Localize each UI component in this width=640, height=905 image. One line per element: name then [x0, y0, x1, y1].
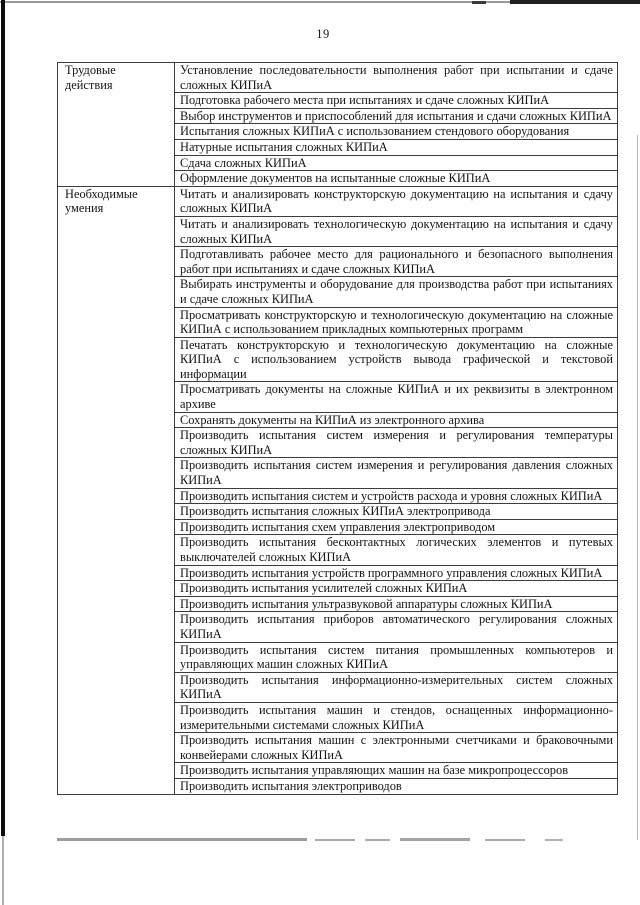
labor-action-item: Подготовка рабочего места при испытаниях и сдаче сложных КИПиА — [175, 93, 618, 109]
required-skill-item: Производить испытания систем измерения и регулирования температуры сложных КИПиА — [175, 428, 618, 458]
labor-action-item: Сдача сложных КИПиА — [175, 155, 618, 171]
table-row — [58, 63, 618, 93]
scan-artifact-bottom-dash — [545, 839, 563, 841]
labor-action-item: Испытания сложных КИПиА с использованием стендового оборудования — [175, 124, 618, 140]
required-skill-item: Выбирать инструменты и оборудование для производства работ при испытаниях и сдаче сложных КИПиА — [175, 277, 618, 307]
required-skill-item: Производить испытания информационно-измерительных систем сложных КИПиА — [175, 672, 618, 702]
labor-action-item: Установление последовательности выполнения работ при испытании и сдаче сложных КИПиА — [175, 63, 618, 93]
required-skill-item: Производить испытания бесконтактных логических элементов и путевых выключателей сложных КИПиА — [175, 535, 618, 565]
required-skill-item: Производить испытания систем питания промышленных компьютеров и управляющих машин сложных КИПиА — [175, 642, 618, 672]
scan-artifact-left-tail — [2, 836, 4, 905]
required-skill-item: Производить испытания управляющих машин на базе микропроцессоров — [175, 763, 618, 779]
required-skill-item: Производить испытания машин с электронными счетчиками и браковочными конвейерами сложных КИПиА — [175, 733, 618, 763]
required-skill-item: Сохранять документы на КИПиА из электронного архива — [175, 412, 618, 428]
scan-artifact-bottom-dash — [400, 838, 470, 841]
scan-artifact-bottom-dash — [315, 839, 355, 841]
section-header-required-skills: Необходимые умения — [58, 186, 175, 794]
required-skill-item: Производить испытания ультразвуковой аппаратуры сложных КИПиА — [175, 596, 618, 612]
required-skill-item: Просматривать документы на сложные КИПиА и их реквизиты в электронном архиве — [175, 382, 618, 412]
required-skill-item: Производить испытания машин и стендов, оснащенных информационно-измерительными системами сложных КИПиА — [175, 702, 618, 732]
labor-action-item: Выбор инструментов и приспособлений для испытания и сдачи сложных КИПиА — [175, 108, 618, 124]
scan-artifact-bottom-dash — [485, 839, 525, 841]
scan-artifact-left-bar — [1, 0, 5, 836]
scan-artifact-top-dash — [472, 1, 486, 4]
required-skill-item: Читать и анализировать технологическую документацию на испытания и сдачу сложных КИПиА — [175, 216, 618, 246]
required-skill-item: Производить испытания сложных КИПиА электропривода — [175, 504, 618, 520]
required-skill-item: Печатать конструкторскую и технологическую документацию на сложные КИПиА с использованием устройств вывода графической и текстовой информации — [175, 337, 618, 382]
scan-artifact-top-dark — [510, 0, 640, 4]
required-skill-item: Производить испытания систем измерения и регулирования давления сложных КИПиА — [175, 458, 618, 488]
page-number: 19 — [316, 27, 330, 41]
labor-action-item: Оформление документов на испытанные сложные КИПиА — [175, 171, 618, 187]
required-skill-item: Производить испытания схем управления электроприводом — [175, 519, 618, 535]
required-skill-item: Просматривать конструкторскую и технологическую документацию на сложные КИПиА с использованием прикладных компьютерных программ — [175, 307, 618, 337]
table-row — [58, 186, 618, 216]
required-skill-item: Читать и анализировать конструкторскую документацию на испытания и сдачу сложных КИПиА — [175, 186, 618, 216]
scan-artifact-bottom-dash — [365, 839, 390, 841]
required-skill-item: Производить испытания устройств программного управления сложных КИПиА — [175, 565, 618, 581]
scan-artifact-bottom-smudge — [57, 838, 307, 841]
required-skill-item: Производить испытания приборов автоматического регулирования сложных КИПиА — [175, 612, 618, 642]
requirements-table — [57, 62, 618, 795]
required-skill-item: Производить испытания электроприводов — [175, 778, 618, 794]
scan-artifact-right-line — [637, 135, 638, 840]
required-skill-item: Производить испытания усилителей сложных КИПиА — [175, 581, 618, 597]
labor-action-item: Натурные испытания сложных КИПиА — [175, 139, 618, 155]
section-header-labor-actions: Трудовые действия — [58, 63, 175, 187]
required-skill-item: Производить испытания систем и устройств расхода и уровня сложных КИПиА — [175, 488, 618, 504]
required-skill-item: Подготавливать рабочее место для рационального и безопасного выполнения работ при испытаниях и сдаче сложных КИПиА — [175, 247, 618, 277]
